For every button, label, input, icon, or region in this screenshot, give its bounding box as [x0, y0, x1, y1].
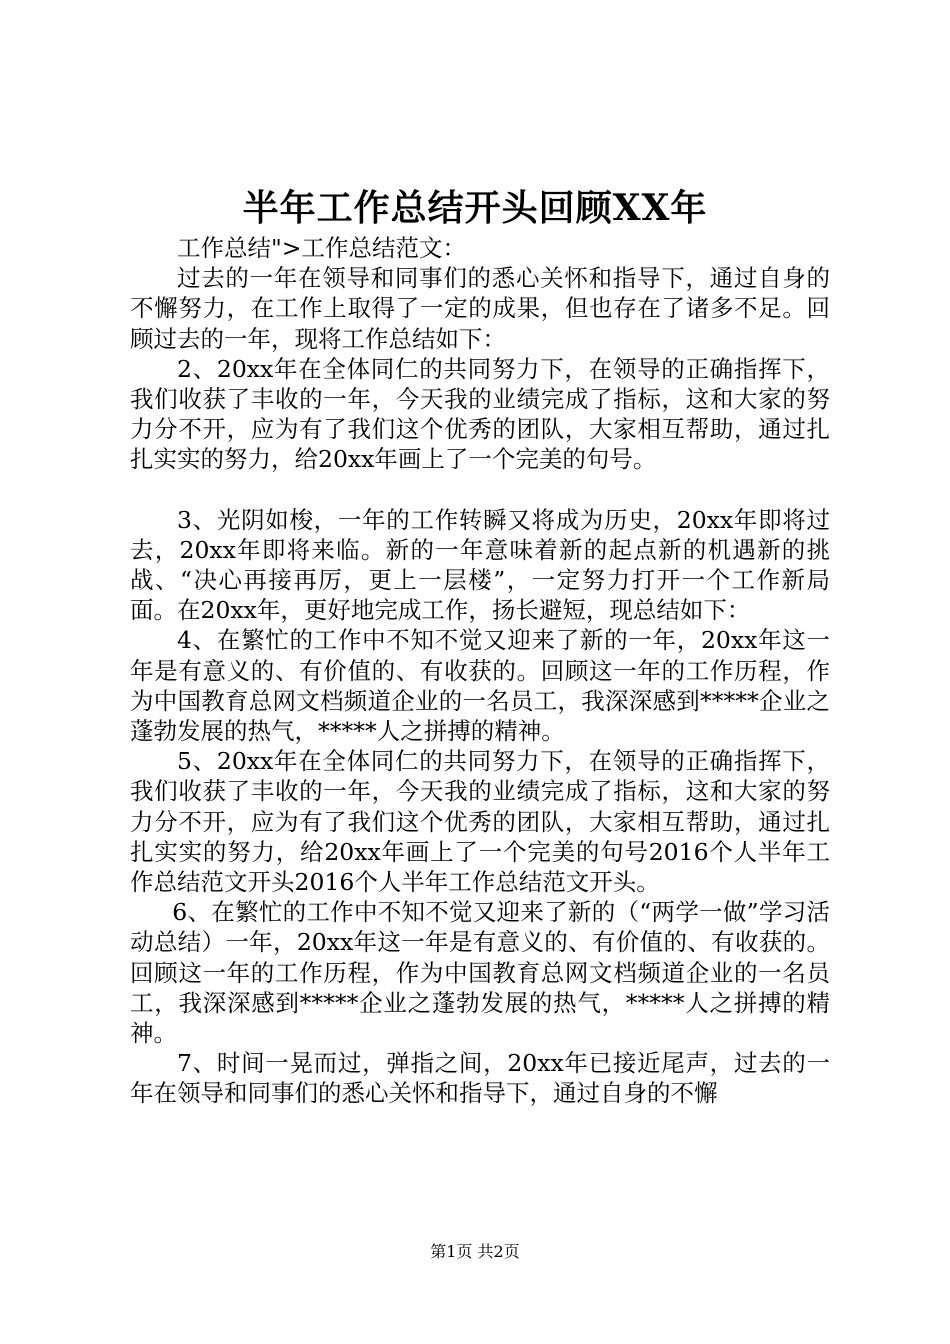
paragraph-5: 5、20xx年在全体同仁的共同努力下，在领导的正确指挥下，我们收获了丰收的一年，今天我的业绩完成了指标，这和大家的努力分不开，应为有了我们这个优秀的团队，大家相互帮助，通过扎扎实实的努力，给20xx年画上了一个完美的句号2016个人半年工作总结范文开头2016个人半年工作总结范文开头。	[130, 747, 830, 897]
document-title: 半年工作总结开头回顾XX年	[242, 187, 708, 229]
paragraph-intro-label: 工作总结">工作总结范文：	[177, 234, 466, 262]
paragraph-6: 6、在繁忙的工作中不知不觉又迎来了新的（“两学一做”学习活动总结）一年，20xx年这一年是有意义的、有价值的、有收获的。回顾这一年的工作历程，作为中国教育总网文档频道企业的一名员工，我深深感到*****企业之蓬勃发展的热气，*****人之拼搏的精神。	[130, 898, 830, 1048]
paragraph-7: 7、时间一晃而过，弹指之间，20xx年已接近尾声，过去的一年在领导和同事们的悉心关怀和指导下，通过自身的不懈	[130, 1049, 830, 1108]
page-footer: 第1页 共2页	[430, 1242, 520, 1261]
paragraph-3: 3、光阴如梭，一年的工作转瞬又将成为历史，20xx年即将过去，20xx年即将来临。新的一年意味着新的起点新的机遇新的挑战、“决心再接再厉，更上一层楼”，一定努力打开一个工作新局面。在20xx年，更好地完成工作，扬长避短，现总结如下：	[130, 505, 830, 625]
paragraph-2: 2、20xx年在全体同仁的共同努力下，在领导的正确指挥下，我们收获了丰收的一年，今天我的业绩完成了指标，这和大家的努力分不开，应为有了我们这个优秀的团队，大家相互帮助，通过扎扎实实的努力，给20xx年画上了一个完美的句号。	[130, 354, 830, 474]
paragraph-4: 4、在繁忙的工作中不知不觉又迎来了新的一年，20xx年这一年是有意义的、有价值的、有收获的。回顾这一年的工作历程，作为中国教育总网文档频道企业的一名员工，我深深感到*****企业之蓬勃发展的热气，*****人之拼搏的精神。	[130, 626, 830, 746]
paragraph-1: 过去的一年在领导和同事们的悉心关怀和指导下，通过自身的不懈努力，在工作上取得了一定的成果，但也存在了诸多不足。回顾过去的一年，现将工作总结如下：	[130, 264, 830, 353]
document-body	[130, 233, 830, 1109]
